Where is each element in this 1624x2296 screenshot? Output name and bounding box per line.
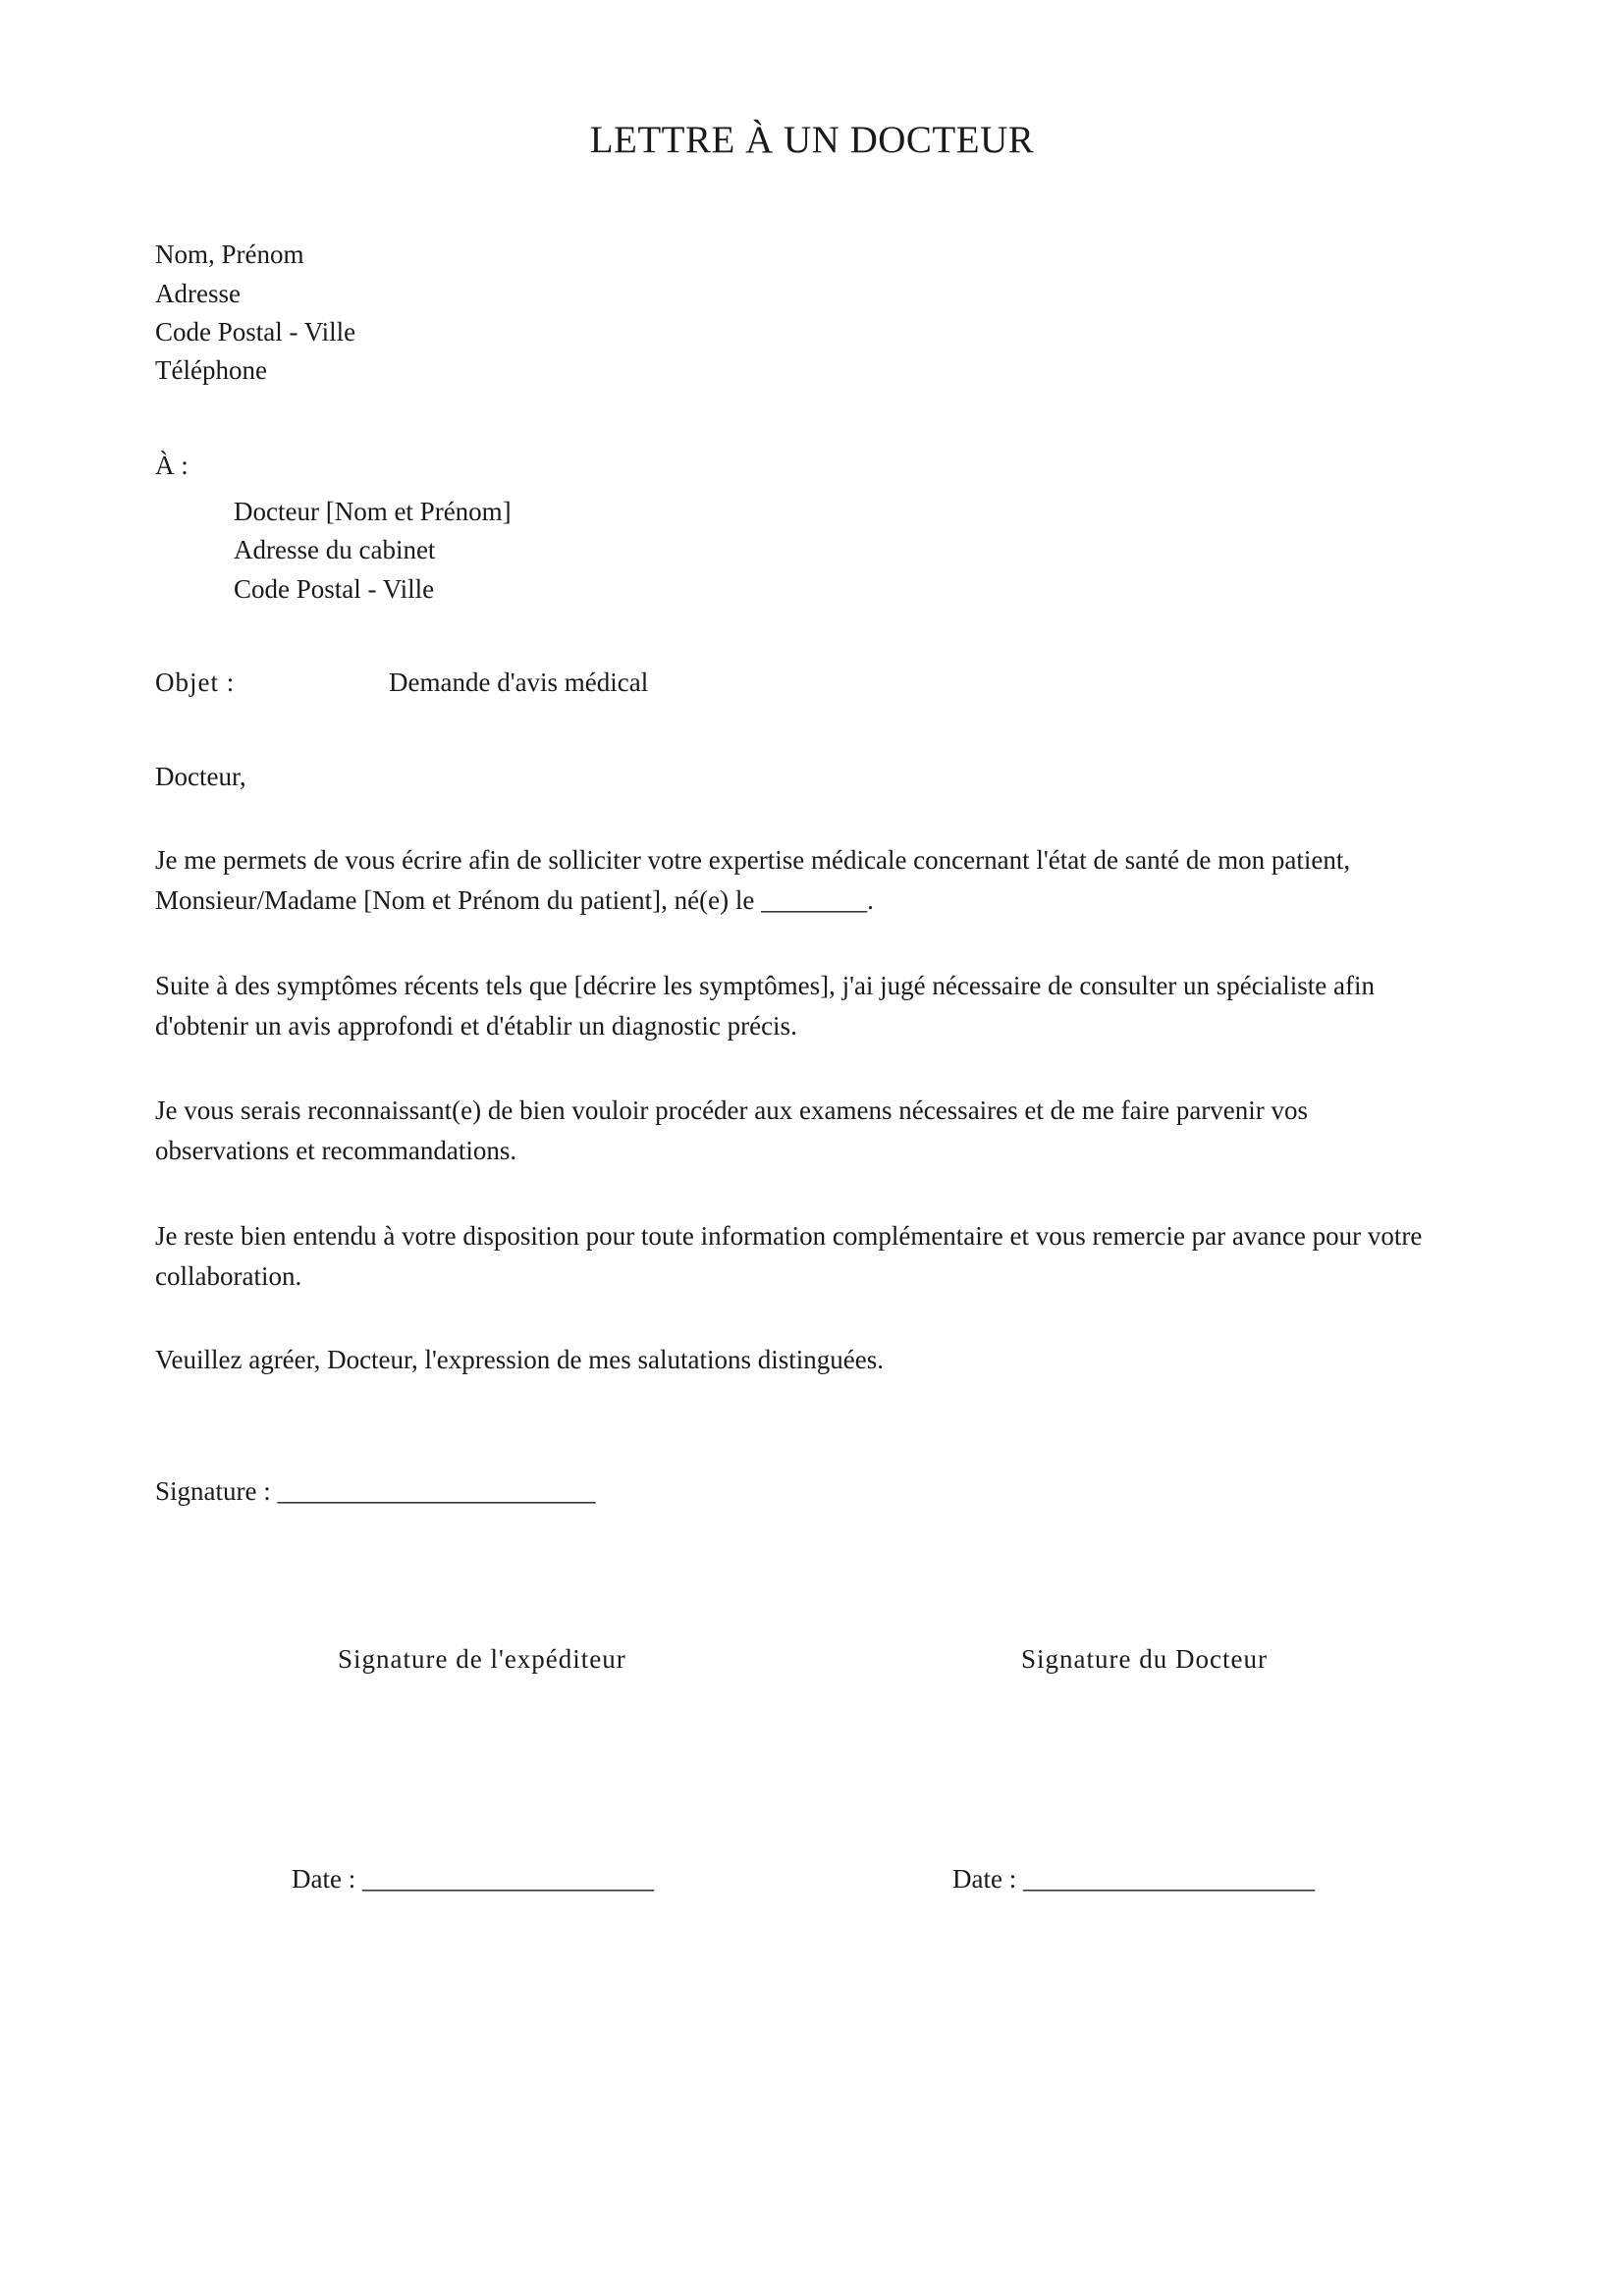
body-paragraph	[155, 840, 1490, 921]
doctor-signature-label: Signature du Docteur	[1021, 1644, 1268, 1674]
sender-name: Nom, Prénom	[155, 240, 304, 269]
body-paragraph	[155, 1091, 1490, 1171]
sender-address: Adresse	[155, 279, 241, 308]
paragraph-line: collaboration.	[155, 1261, 302, 1291]
salutation: Docteur,	[155, 762, 246, 791]
recipient-name: Docteur [Nom et Prénom]	[234, 497, 512, 526]
paragraph-line: Monsieur/Madame [Nom et Prénom du patient], né(e) le ________.	[155, 885, 874, 915]
sender-date-field: Date : ______________________	[292, 1864, 654, 1894]
paragraph-line: d'obtenir un avis approfondi et d'établir un diagnostic précis.	[155, 1011, 797, 1041]
paragraph-line: observations et recommandations.	[155, 1136, 517, 1165]
subject-value: Demande d'avis médical	[389, 667, 649, 697]
document-title: LETTRE À UN DOCTEUR	[589, 119, 1035, 161]
doctor-date-field: Date : ______________________	[952, 1864, 1315, 1894]
recipient-city: Code Postal - Ville	[234, 574, 435, 604]
recipient-to-label: À :	[155, 451, 189, 480]
closing-paragraph	[155, 1340, 1490, 1380]
paragraph-line: Je reste bien entendu à votre disposition pour toute information complémentaire et vous remercie par avance pour votre	[155, 1221, 1423, 1251]
recipient-address: Adresse du cabinet	[234, 535, 436, 564]
paragraph-line: Suite à des symptômes récents tels que [décrire les symptômes], j'ai jugé nécessaire de consulter un spécialiste afin	[155, 971, 1375, 1000]
paragraph-line: Je vous serais reconnaissant(e) de bien vouloir procéder aux examens nécessaires et de me faire parvenir vos	[155, 1095, 1309, 1125]
signature-field: Signature : ________________________	[155, 1476, 596, 1506]
sender-city: Code Postal - Ville	[155, 317, 356, 347]
paragraph-line: Je me permets de vous écrire afin de solliciter votre expertise médicale concernant l'état de santé de mon patient,	[155, 845, 1351, 875]
paragraph-line: Veuillez agréer, Docteur, l'expression de mes salutations distinguées.	[155, 1345, 884, 1374]
body-paragraph	[155, 966, 1490, 1046]
sender-phone: Téléphone	[155, 355, 267, 385]
body-paragraph	[155, 1216, 1490, 1297]
sender-signature-label: Signature de l'expéditeur	[338, 1644, 626, 1674]
subject-label: Objet :	[155, 667, 236, 697]
